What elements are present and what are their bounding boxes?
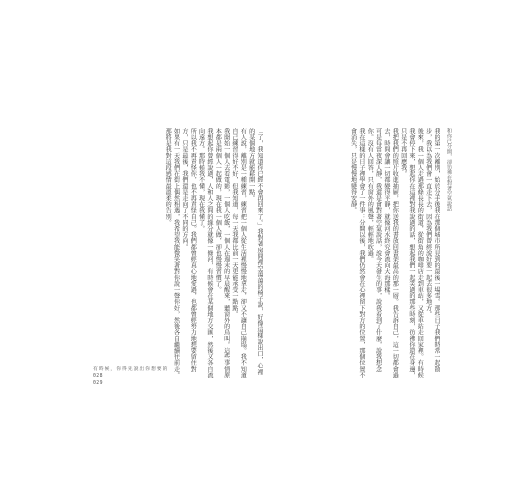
paragraph: 可是每當夜深人靜，我還是會對著空氣說話，說今天發生的事，說我看到了什麼，說我想念你。沒有人回答，只有窗外的風聲，輕輕地吹過。 [366,128,382,372]
folio-left: 028 [93,374,103,379]
paragraph: 我想起你曾經說過，人和人之間的緣分就像一條河，有時候會在某個地方交匯，然後又各自流向遠方。那時候我不懂，現在我懂了。 [197,128,213,379]
running-header: 和你已分開，卻彷彿在對著空氣說話 [446,128,452,212]
book-title: 有時候，你得先說出你想要的 [93,367,169,372]
paragraph: 如果有一天我們在街上偶然相遇，我希望我能微笑著對你說一聲你好，然後各自繼續往前走。那將是我對這段感情最溫柔的告別。 [164,128,180,379]
folio-right: 029 [93,381,103,386]
page-footer [93,366,168,387]
paragraph: 後來，我一個人走過那條長長的街道，從街角的咖啡店走到車站，又從車站走回家裡。有時候我會停下來，想起你在這裡對我說過的話，想起我們一起笑過的那些時刻，彷彿你還在身邊，只是不再回應我。 [399,128,424,379]
paragraph: 「了，我知道你已經不會再回來了。」我對著房間裡空蕩蕩的椅子說，好像這樣說出口，心裡的某個地方就能鬆開一點。 [247,128,263,376]
paragraph: 我開始一個人去看電影，一個人吃飯，一個人在週末的早晨醒來，聽窗外的鳥叫。這些事情原本都是兩個人一起做的，現在我一個人做，卻也慢慢習慣了。 [214,128,230,379]
paragraph: 所以我不再責怪你，也不再責怪自己。我們都曾經真心地愛過，也都曾經努力地想要留住對方，只是最後，我們還是走向了不同的方向。 [180,128,197,372]
paragraph: 我把我們的照片收進抽屜，把你送我的書放回書架最高的那一層。我告訴自己，這一切都會過去，時間會讓一切都變得平靜，就像河水終究會流向大海那樣。 [382,128,399,379]
paragraph: 我在這樣的日子裡學會了一件事：分開以後，我們仍然會在心裡留下對方的位置，那個位置不會消失，只是慢慢地變得安靜。 [349,128,365,379]
paragraph: 我的第一次離別，始於分手後我在那個城市所見到的最後一場雪。那些日子我們時常一起散步，我以為我們會一直走下去，因為我們曾經說好要一起去很多地方。 [424,128,440,372]
left-page-body [93,128,263,380]
right-page-body [270,128,440,380]
paragraph: 有人說，離別是一種練習，練習把一個人從生活裡慢慢地拿走，卻又不讓自己崩塌。我不知道自己練習得好不好，但我知道，每一天我都比前一天更能承受一點點。 [230,128,247,379]
